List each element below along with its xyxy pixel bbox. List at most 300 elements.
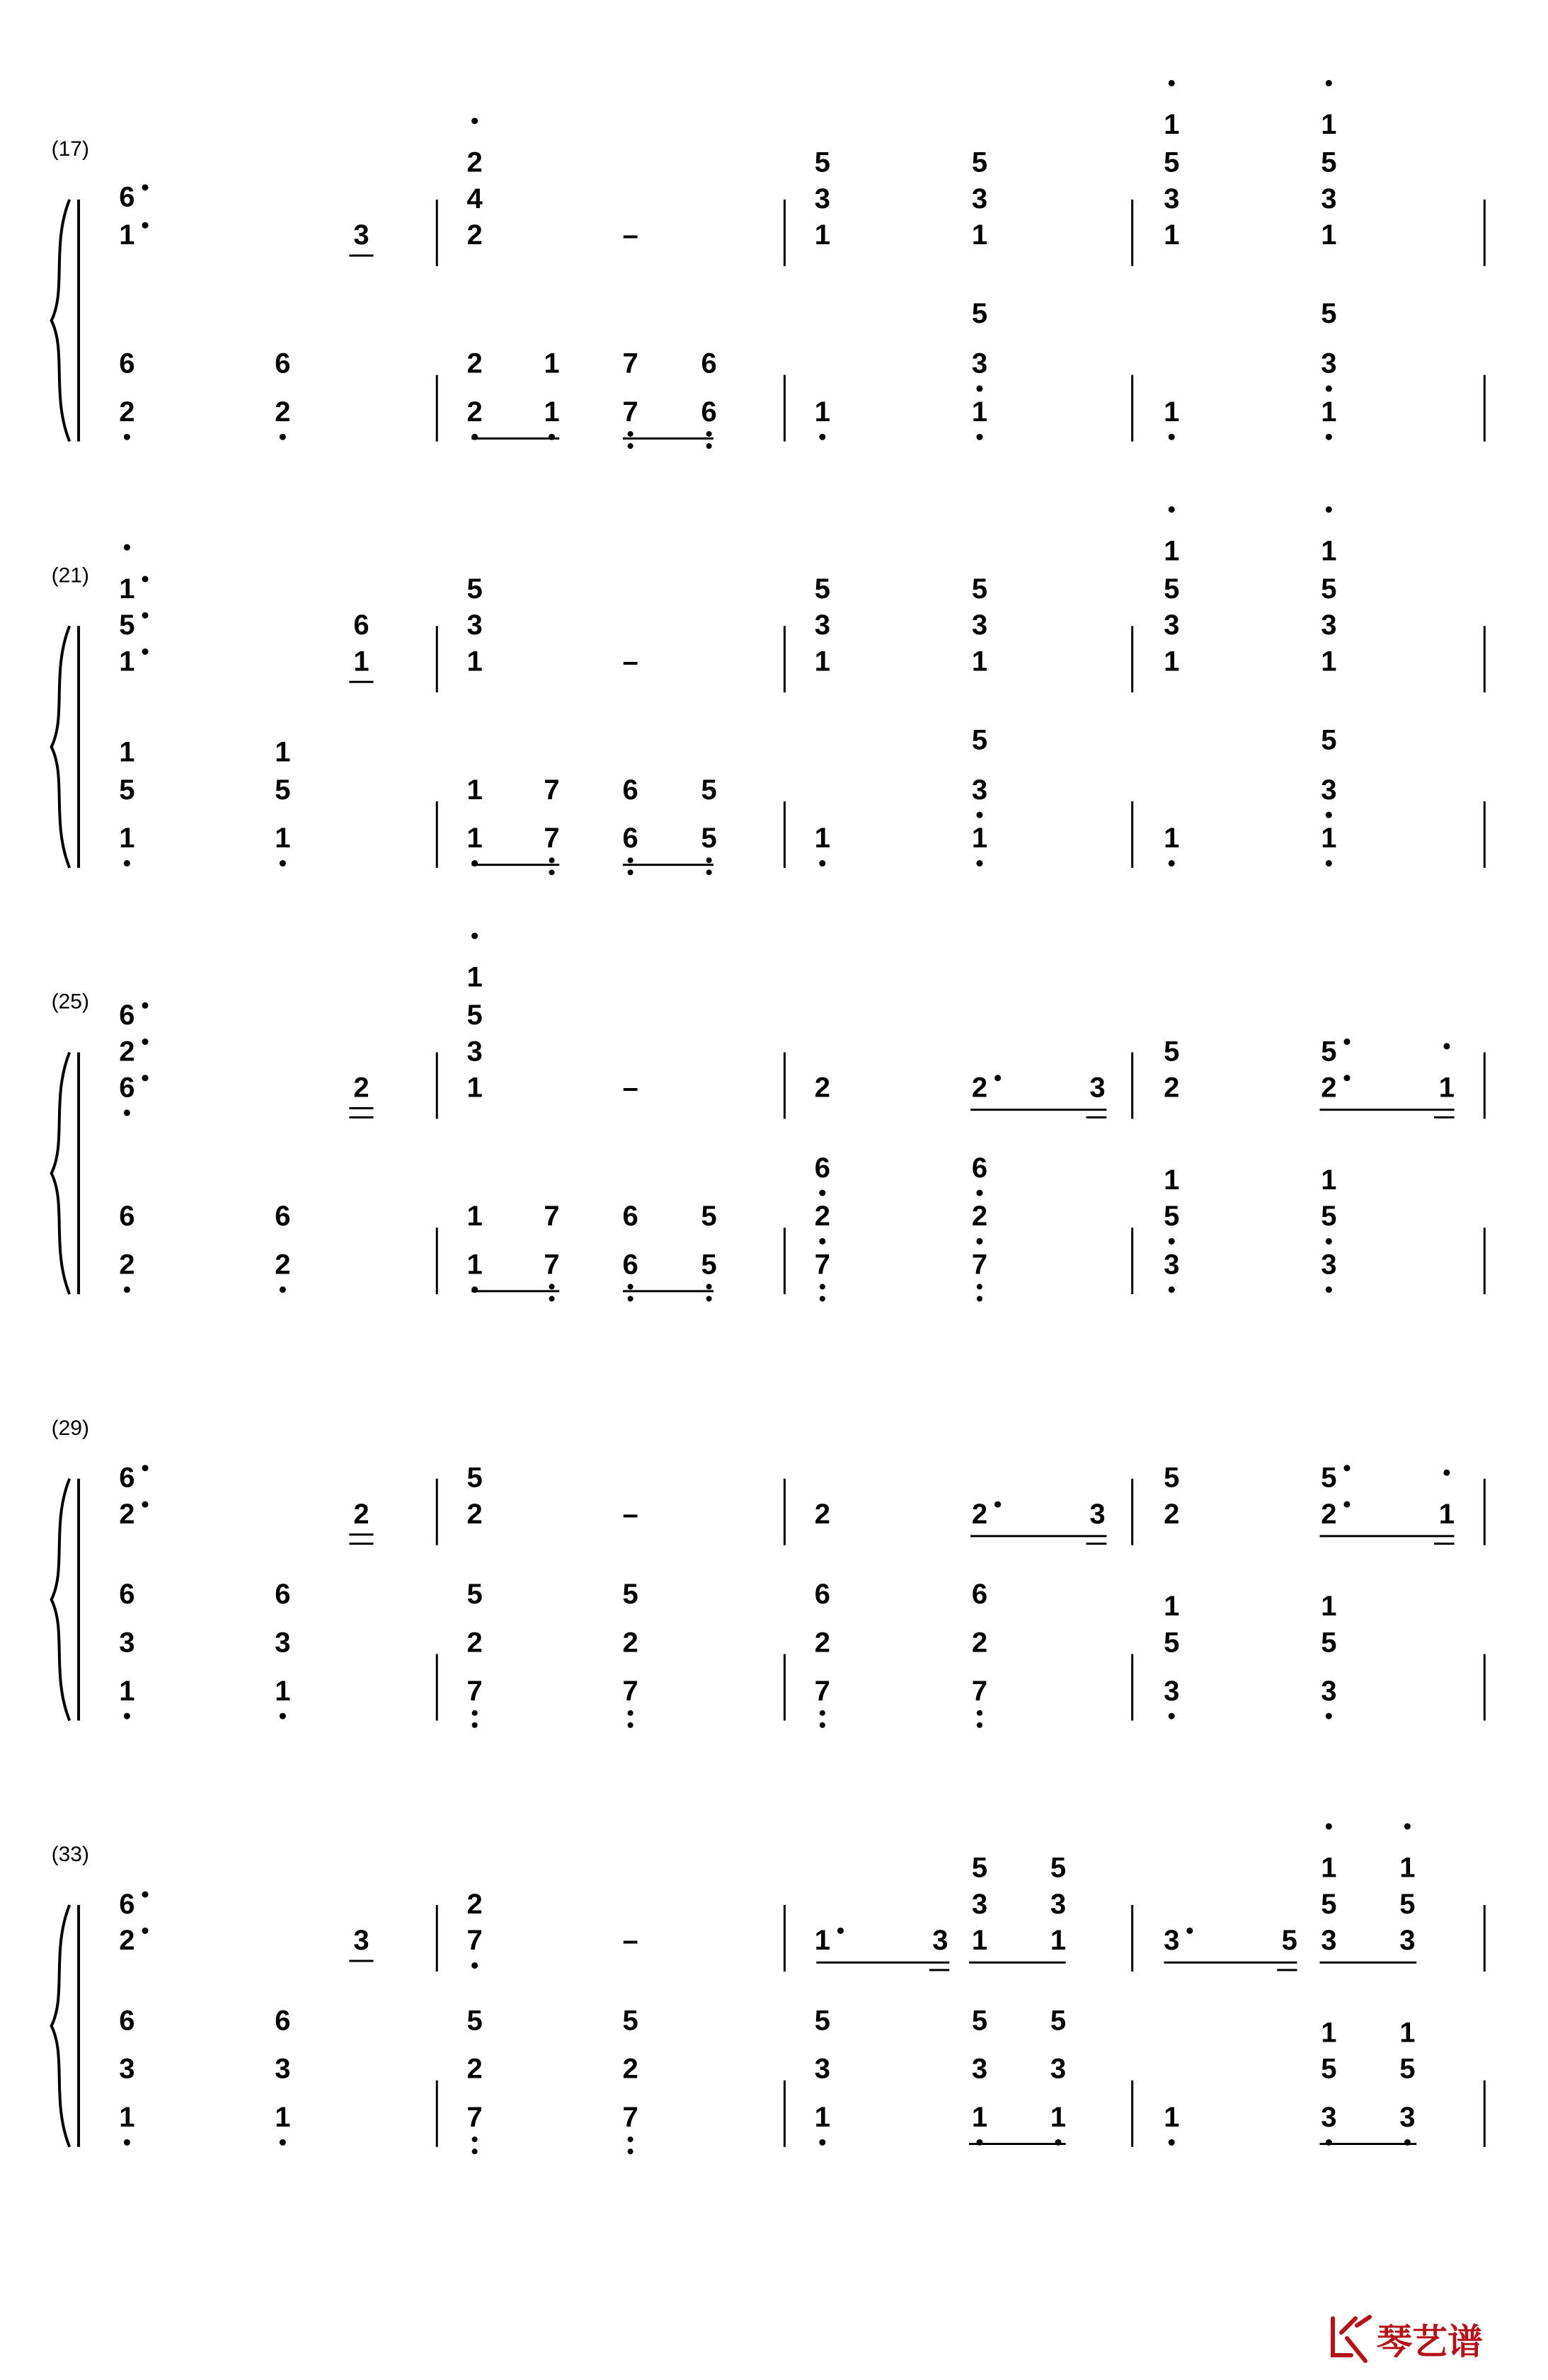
- note-digit: 7: [971, 1249, 988, 1281]
- note-digit: 1: [275, 736, 291, 768]
- augmentation-dot: [142, 576, 149, 582]
- augmentation-dot: [142, 1892, 149, 1898]
- note-digit: 3: [971, 1888, 988, 1920]
- grand-staff-brace: [52, 200, 70, 442]
- note-digit: 1: [971, 219, 988, 251]
- note-digit: 7: [622, 1675, 638, 1707]
- octave-dot-below: [706, 431, 712, 437]
- note-digit: 1: [119, 823, 135, 854]
- note-digit: 5: [1321, 1888, 1337, 1920]
- note-digit: 1: [1164, 1591, 1180, 1623]
- note-digit: 7: [466, 1925, 483, 1957]
- note-digit: 1: [1438, 1498, 1455, 1530]
- grand-staff-brace: [52, 1479, 70, 1721]
- note-digit: 2: [814, 1072, 830, 1104]
- note-digit: 2: [275, 1249, 291, 1281]
- note-digit: 7: [544, 1249, 560, 1281]
- augmentation-dot: [1343, 1039, 1350, 1045]
- sustain-dash: –: [622, 646, 638, 677]
- note-digit: 1: [814, 219, 830, 251]
- note-digit: 1: [1050, 1925, 1067, 1957]
- note-digit: 2: [466, 1627, 483, 1659]
- note-digit: 7: [544, 823, 560, 854]
- augmentation-dot: [142, 612, 149, 619]
- note-digit: 6: [814, 1152, 830, 1184]
- octave-dot-below: [124, 1109, 130, 1116]
- note-digit: 3: [971, 2053, 988, 2085]
- note-digit: 5: [1281, 1925, 1297, 1957]
- octave-dot-below: [471, 1962, 478, 1969]
- note-digit: 1: [1399, 2017, 1416, 2049]
- augmentation-dot: [142, 1465, 149, 1471]
- octave-dot-below: [706, 869, 712, 875]
- score-system: [52, 80, 1485, 449]
- note-digit: 6: [119, 1462, 135, 1494]
- note-digit: 5: [1321, 1201, 1337, 1232]
- note-digit: 6: [119, 1000, 135, 1031]
- note-digit: 2: [971, 1201, 988, 1232]
- note-digit: 1: [1164, 1164, 1180, 1196]
- note-digit: 1: [1399, 1852, 1416, 1884]
- note-digit: 7: [622, 348, 638, 379]
- note-digit: 2: [466, 348, 483, 379]
- octave-dot-below: [472, 1710, 478, 1716]
- note-digit: 6: [622, 1249, 638, 1281]
- note-digit: 5: [1399, 1888, 1416, 1920]
- note-digit: 3: [971, 183, 988, 214]
- note-digit: 5: [119, 610, 135, 641]
- note-digit: 6: [119, 1072, 135, 1104]
- octave-dot-below: [1326, 860, 1332, 866]
- note-digit: 5: [701, 774, 717, 806]
- octave-dot-below: [280, 434, 286, 440]
- note-digit: 3: [466, 610, 483, 641]
- octave-dot-below: [819, 1190, 825, 1196]
- note-digit: 2: [466, 147, 483, 178]
- note-digit: 2: [119, 396, 135, 428]
- note-digit: 5: [1321, 2053, 1337, 2085]
- note-digit: 1: [1321, 396, 1337, 428]
- note-digit: 3: [814, 2053, 830, 2085]
- note-digit: 4: [466, 183, 483, 214]
- note-digit: 1: [1438, 1072, 1455, 1104]
- octave-dot-below: [1169, 1238, 1175, 1245]
- octave-dot-below: [124, 434, 130, 440]
- octave-dot-above: [1404, 1823, 1411, 1829]
- note-digit: 1: [353, 646, 369, 677]
- note-digit: 3: [971, 774, 988, 806]
- note-digit: 1: [1164, 109, 1180, 141]
- note-digit: 5: [1164, 573, 1180, 605]
- note-digit: 1: [1050, 2102, 1067, 2134]
- note-digit: 1: [1164, 535, 1180, 567]
- note-digit: 1: [466, 1072, 483, 1104]
- note-digit: 5: [971, 573, 988, 605]
- note-digit: 5: [1321, 1627, 1337, 1659]
- octave-dot-below: [977, 1284, 982, 1290]
- octave-dot-below: [976, 1190, 982, 1196]
- octave-dot-below: [1326, 385, 1332, 391]
- note-digit: 1: [1321, 109, 1337, 141]
- note-digit: 5: [1164, 147, 1180, 178]
- octave-dot-below: [628, 2136, 633, 2142]
- note-digit: 6: [622, 774, 638, 806]
- octave-dot-below: [976, 1238, 982, 1245]
- note-digit: 3: [814, 610, 830, 641]
- note-digit: 6: [971, 1152, 988, 1184]
- note-digit: 5: [971, 1852, 988, 1884]
- octave-dot-below: [820, 1710, 825, 1716]
- note-digit: 7: [814, 1249, 830, 1281]
- note-digit: 1: [275, 823, 291, 854]
- octave-dot-below: [1326, 812, 1332, 818]
- note-digit: 5: [1050, 2005, 1067, 2037]
- note-digit: 2: [466, 1498, 483, 1530]
- note-digit: 1: [119, 2102, 135, 2134]
- note-digit: 3: [1164, 183, 1180, 214]
- note-digit: 2: [971, 1498, 988, 1530]
- octave-dot-below: [628, 431, 633, 437]
- note-digit: 7: [622, 396, 638, 428]
- octave-dot-below: [1326, 1713, 1332, 1720]
- note-digit: 5: [701, 823, 717, 854]
- note-digit: 5: [1164, 1462, 1180, 1494]
- score-system: [52, 1823, 1485, 2154]
- octave-dot-below: [1326, 1238, 1332, 1245]
- octave-dot-below: [976, 385, 982, 391]
- augmentation-dot: [142, 648, 149, 655]
- measure-number: (29): [51, 1416, 89, 1440]
- octave-dot-below: [706, 1296, 712, 1302]
- measure-number: (25): [51, 990, 89, 1014]
- note-digit: 2: [466, 396, 483, 428]
- octave-dot-below: [628, 1722, 633, 1728]
- octave-dot-above: [1443, 1043, 1450, 1049]
- note-digit: 7: [544, 1201, 560, 1232]
- note-digit: 1: [466, 961, 483, 993]
- octave-dot-below: [819, 860, 825, 866]
- augmentation-dot: [142, 1501, 149, 1508]
- note-digit: 5: [1321, 1036, 1337, 1068]
- note-digit: 5: [1321, 298, 1337, 330]
- note-digit: 3: [1164, 1675, 1180, 1707]
- note-digit: 1: [1321, 219, 1337, 251]
- octave-dot-below: [706, 443, 712, 449]
- octave-dot-below: [549, 857, 555, 863]
- octave-dot-below: [977, 1710, 982, 1716]
- note-digit: 7: [971, 1675, 988, 1707]
- octave-dot-below: [1169, 1713, 1175, 1720]
- note-digit: 1: [971, 646, 988, 677]
- note-digit: 1: [1164, 646, 1180, 677]
- octave-dot-below: [124, 860, 130, 866]
- note-digit: 5: [466, 2005, 483, 2037]
- note-digit: 3: [971, 348, 988, 379]
- note-digit: 3: [1321, 1249, 1337, 1281]
- note-digit: 5: [701, 1249, 717, 1281]
- note-digit: 1: [971, 2102, 988, 2134]
- note-digit: 2: [622, 1627, 638, 1659]
- octave-dot-above: [1169, 506, 1175, 513]
- note-digit: 1: [814, 2102, 830, 2134]
- note-digit: 1: [1321, 646, 1337, 677]
- note-digit: 5: [971, 298, 988, 330]
- note-digit: 5: [1050, 1852, 1067, 1884]
- octave-dot-below: [549, 869, 555, 875]
- note-digit: 3: [466, 1036, 483, 1068]
- note-digit: 5: [971, 147, 988, 178]
- octave-dot-below: [1169, 1286, 1175, 1293]
- note-digit: 1: [119, 219, 135, 251]
- octave-dot-above: [1326, 80, 1332, 86]
- note-digit: 1: [1164, 396, 1180, 428]
- note-digit: 1: [814, 396, 830, 428]
- octave-dot-above: [1443, 1470, 1450, 1476]
- octave-dot-below: [628, 869, 633, 875]
- note-digit: 5: [622, 2005, 638, 2037]
- note-digit: 1: [544, 348, 560, 379]
- grand-staff-brace: [52, 626, 70, 868]
- octave-dot-above: [471, 933, 478, 939]
- augmentation-dot: [1343, 1501, 1350, 1508]
- octave-dot-below: [280, 1286, 286, 1293]
- note-digit: 6: [701, 396, 717, 428]
- augmentation-dot: [142, 184, 149, 190]
- note-digit: 1: [119, 1675, 135, 1707]
- note-digit: 2: [814, 1498, 830, 1530]
- octave-dot-below: [628, 2149, 633, 2154]
- note-digit: 5: [466, 573, 483, 605]
- note-digit: 6: [353, 610, 369, 641]
- octave-dot-below: [472, 2136, 478, 2142]
- note-digit: 3: [971, 610, 988, 641]
- note-digit: 6: [119, 1579, 135, 1610]
- octave-dot-below: [1169, 2139, 1175, 2146]
- note-digit: 3: [1050, 2053, 1067, 2085]
- note-digit: 2: [971, 1627, 988, 1659]
- note-digit: 1: [814, 1925, 830, 1957]
- octave-dot-below: [472, 1722, 478, 1728]
- score-system: [52, 1417, 1485, 1728]
- octave-dot-below: [1326, 434, 1332, 440]
- octave-dot-below: [628, 1710, 633, 1716]
- grand-staff-brace: [52, 1905, 70, 2147]
- octave-dot-below: [976, 434, 982, 440]
- note-digit: 3: [353, 1925, 369, 1957]
- octave-dot-above: [471, 118, 478, 124]
- note-digit: 1: [466, 823, 483, 854]
- octave-dot-below: [706, 857, 712, 863]
- note-digit: 1: [275, 1675, 291, 1707]
- note-digit: 5: [119, 774, 135, 806]
- augmentation-dot: [994, 1501, 1001, 1508]
- note-digit: 6: [119, 1201, 135, 1232]
- note-digit: 6: [119, 181, 135, 213]
- octave-dot-below: [706, 1284, 712, 1290]
- note-digit: 3: [1164, 1249, 1180, 1281]
- note-digit: 6: [119, 1888, 135, 1920]
- note-digit: 3: [1321, 1925, 1337, 1957]
- note-digit: 3: [1164, 610, 1180, 641]
- octave-dot-below: [1169, 860, 1175, 866]
- note-digit: 7: [466, 1675, 483, 1707]
- note-digit: 1: [275, 2102, 291, 2134]
- note-digit: 2: [814, 1627, 830, 1659]
- score-system: [52, 506, 1485, 875]
- note-digit: 1: [1321, 535, 1337, 567]
- augmentation-dot: [837, 1928, 844, 1934]
- note-digit: 6: [275, 2005, 291, 2037]
- octave-dot-below: [124, 2139, 130, 2146]
- note-digit: 6: [119, 348, 135, 379]
- note-digit: 3: [1399, 1925, 1416, 1957]
- note-digit: 2: [119, 1498, 135, 1530]
- augmentation-dot: [142, 1075, 149, 1081]
- logo-text: 琴艺谱: [1377, 2321, 1483, 2362]
- measure-number: (21): [51, 563, 89, 588]
- octave-dot-below: [280, 2139, 286, 2146]
- qinyipu-logo: [1327, 2311, 1511, 2368]
- note-digit: 6: [814, 1579, 830, 1610]
- note-digit: 2: [466, 1888, 483, 1920]
- note-digit: 1: [971, 396, 988, 428]
- note-digit: 1: [1321, 1164, 1337, 1196]
- note-digit: 3: [119, 1627, 135, 1659]
- note-digit: 6: [622, 823, 638, 854]
- octave-dot-below: [280, 1713, 286, 1720]
- octave-dot-below: [472, 2149, 478, 2154]
- octave-dot-below: [628, 1296, 633, 1302]
- note-digit: 3: [1089, 1498, 1106, 1530]
- note-digit: 3: [1321, 348, 1337, 379]
- octave-dot-above: [1169, 80, 1175, 86]
- augmentation-dot: [142, 1928, 149, 1934]
- note-digit: 2: [466, 2053, 483, 2085]
- note-digit: 1: [1321, 823, 1337, 854]
- note-digit: 1: [466, 774, 483, 806]
- note-digit: 5: [466, 1000, 483, 1031]
- note-digit: 7: [466, 2102, 483, 2134]
- note-digit: 1: [466, 1201, 483, 1232]
- note-digit: 3: [1321, 2102, 1337, 2134]
- octave-dot-below: [549, 1296, 555, 1302]
- note-digit: 5: [466, 1462, 483, 1494]
- octave-dot-below: [820, 1284, 825, 1290]
- note-digit: 1: [119, 646, 135, 677]
- octave-dot-above: [1326, 1823, 1332, 1829]
- note-digit: 1: [119, 573, 135, 605]
- note-digit: 1: [1164, 2102, 1180, 2134]
- octave-dot-below: [820, 1722, 825, 1728]
- note-digit: 3: [1164, 1925, 1180, 1957]
- note-digit: 1: [466, 1249, 483, 1281]
- note-digit: 6: [701, 348, 717, 379]
- note-digit: 5: [814, 147, 830, 178]
- note-digit: 5: [275, 774, 291, 806]
- augmentation-dot: [1343, 1075, 1350, 1081]
- sustain-dash: –: [622, 1925, 638, 1957]
- note-digit: 2: [119, 1249, 135, 1281]
- octave-dot-below: [1326, 1286, 1332, 1293]
- note-digit: 3: [275, 2053, 291, 2085]
- note-digit: 5: [1164, 1036, 1180, 1068]
- augmentation-dot: [1343, 1465, 1350, 1471]
- note-digit: 6: [275, 1579, 291, 1610]
- note-digit: 2: [466, 219, 483, 251]
- note-digit: 5: [701, 1201, 717, 1232]
- note-digit: 1: [466, 646, 483, 677]
- note-digit: 3: [119, 2053, 135, 2085]
- note-digit: 3: [932, 1925, 948, 1957]
- octave-dot-below: [819, 434, 825, 440]
- note-digit: 5: [814, 2005, 830, 2037]
- augmentation-dot: [994, 1075, 1001, 1081]
- note-digit: 1: [544, 396, 560, 428]
- note-digit: 3: [1321, 610, 1337, 641]
- sustain-dash: –: [622, 219, 638, 251]
- note-digit: 1: [1321, 1852, 1337, 1884]
- note-digit: 7: [814, 1675, 830, 1707]
- sustain-dash: –: [622, 1498, 638, 1530]
- note-digit: 2: [622, 2053, 638, 2085]
- note-digit: 2: [275, 396, 291, 428]
- octave-dot-below: [628, 857, 633, 863]
- note-digit: 5: [1321, 573, 1337, 605]
- note-digit: 2: [1164, 1498, 1180, 1530]
- octave-dot-below: [976, 860, 982, 866]
- note-digit: 3: [1089, 1072, 1106, 1104]
- octave-dot-below: [280, 860, 286, 866]
- note-digit: 2: [814, 1201, 830, 1232]
- octave-dot-below: [977, 1722, 982, 1728]
- augmentation-dot: [142, 1002, 149, 1009]
- note-digit: 3: [1321, 774, 1337, 806]
- note-digit: 1: [814, 646, 830, 677]
- sustain-dash: –: [622, 1072, 638, 1104]
- note-digit: 5: [971, 2005, 988, 2037]
- note-digit: 3: [1321, 1675, 1337, 1707]
- octave-dot-above: [124, 544, 130, 551]
- note-digit: 2: [119, 1036, 135, 1068]
- octave-dot-below: [976, 812, 982, 818]
- note-digit: 2: [353, 1498, 369, 1530]
- note-digit: 2: [119, 1925, 135, 1957]
- note-digit: 3: [353, 219, 369, 251]
- augmentation-dot: [1186, 1928, 1193, 1934]
- note-digit: 3: [1321, 183, 1337, 214]
- note-digit: 1: [1321, 2017, 1337, 2049]
- score-system: [52, 933, 1485, 1302]
- note-digit: 5: [1164, 1627, 1180, 1659]
- note-digit: 6: [622, 1201, 638, 1232]
- note-digit: 1: [1164, 219, 1180, 251]
- measure-number: (17): [51, 137, 89, 161]
- note-digit: 7: [544, 774, 560, 806]
- note-digit: 2: [1164, 1072, 1180, 1104]
- note-digit: 7: [622, 2102, 638, 2134]
- note-digit: 5: [1321, 1462, 1337, 1494]
- note-digit: 6: [275, 348, 291, 379]
- grand-staff-brace: [52, 1052, 70, 1294]
- note-digit: 2: [1321, 1498, 1337, 1530]
- note-digit: 3: [275, 1627, 291, 1659]
- note-digit: 1: [1164, 823, 1180, 854]
- octave-dot-above: [1326, 506, 1332, 513]
- octave-dot-below: [124, 1286, 130, 1293]
- note-digit: 5: [1321, 724, 1337, 756]
- note-digit: 2: [1321, 1072, 1337, 1104]
- octave-dot-below: [1169, 434, 1175, 440]
